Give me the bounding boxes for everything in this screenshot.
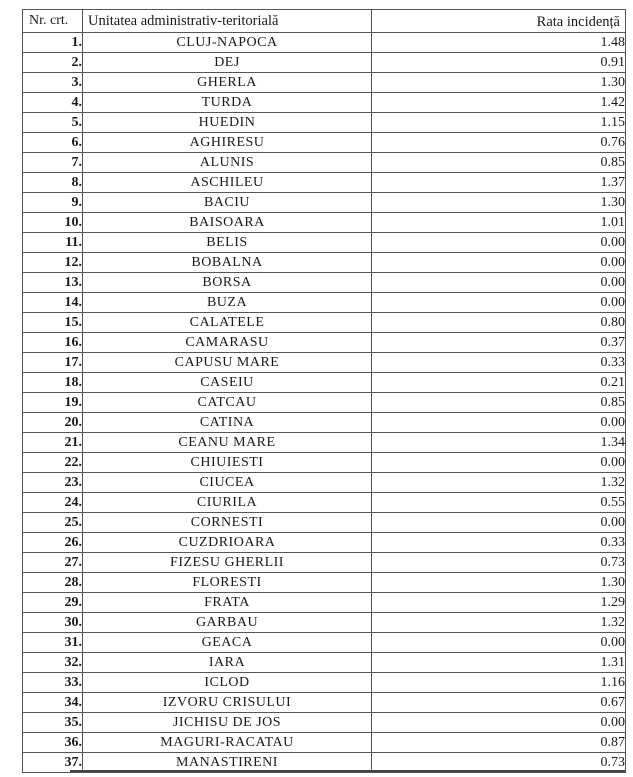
table-row [23, 433, 626, 453]
row-rate-value: 0.67 [372, 693, 626, 713]
row-number: 29. [23, 593, 83, 613]
row-rate-value: 0.00 [372, 513, 626, 533]
row-unit-name: JICHISU DE JOS [83, 713, 372, 733]
row-number: 17. [23, 353, 83, 373]
table-row [23, 333, 626, 353]
row-number: 6. [23, 133, 83, 153]
row-number: 2. [23, 53, 83, 73]
row-unit-name: MANASTIRENI [83, 753, 372, 773]
row-number: 14. [23, 293, 83, 313]
row-rate-value: 1.32 [372, 613, 626, 633]
table-row [23, 173, 626, 193]
row-unit-name: HUEDIN [83, 113, 372, 133]
row-rate-value: 0.00 [372, 273, 626, 293]
table-row [23, 733, 626, 753]
row-number: 22. [23, 453, 83, 473]
row-rate-value: 1.37 [372, 173, 626, 193]
row-unit-name: CATINA [83, 413, 372, 433]
row-unit-name: CASEIU [83, 373, 372, 393]
row-number: 30. [23, 613, 83, 633]
row-unit-name: CAPUSU MARE [83, 353, 372, 373]
row-number: 10. [23, 213, 83, 233]
row-rate-value: 1.30 [372, 73, 626, 93]
row-number: 12. [23, 253, 83, 273]
row-rate-value: 0.87 [372, 733, 626, 753]
row-rate-value: 0.00 [372, 713, 626, 733]
row-number: 36. [23, 733, 83, 753]
row-number: 34. [23, 693, 83, 713]
row-rate-value: 1.30 [372, 193, 626, 213]
table-row [23, 213, 626, 233]
table-row [23, 533, 626, 553]
table-row [23, 653, 626, 673]
row-rate-value: 0.21 [372, 373, 626, 393]
table-row [23, 453, 626, 473]
row-unit-name: TURDA [83, 93, 372, 113]
row-number: 11. [23, 233, 83, 253]
header-nr-crt: Nr. crt. [23, 10, 83, 33]
row-rate-value: 1.32 [372, 473, 626, 493]
header-unit: Unitatea administrativ-teritorială [83, 10, 372, 33]
table-row [23, 273, 626, 293]
row-unit-name: CIURILA [83, 493, 372, 513]
table-row [23, 413, 626, 433]
row-unit-name: CEANU MARE [83, 433, 372, 453]
row-number: 4. [23, 93, 83, 113]
row-number: 31. [23, 633, 83, 653]
row-rate-value: 1.31 [372, 653, 626, 673]
row-number: 9. [23, 193, 83, 213]
row-rate-value: 1.34 [372, 433, 626, 453]
row-rate-value: 1.42 [372, 93, 626, 113]
row-unit-name: GEACA [83, 633, 372, 653]
row-number: 5. [23, 113, 83, 133]
row-unit-name: CALATELE [83, 313, 372, 333]
row-rate-value: 0.00 [372, 233, 626, 253]
row-unit-name: IARA [83, 653, 372, 673]
row-number: 33. [23, 673, 83, 693]
row-rate-value: 0.33 [372, 533, 626, 553]
row-number: 18. [23, 373, 83, 393]
row-number: 7. [23, 153, 83, 173]
table-row [23, 513, 626, 533]
table-row [23, 613, 626, 633]
row-unit-name: FLORESTI [83, 573, 372, 593]
table-row [23, 313, 626, 333]
table-row [23, 673, 626, 693]
row-unit-name: CHIUIESTI [83, 453, 372, 473]
row-unit-name: FIZESU GHERLII [83, 553, 372, 573]
row-unit-name: MAGURI-RACATAU [83, 733, 372, 753]
table-row [23, 693, 626, 713]
table-row [23, 373, 626, 393]
row-number: 25. [23, 513, 83, 533]
row-unit-name: CLUJ-NAPOCA [83, 33, 372, 53]
table-row [23, 293, 626, 313]
row-number: 23. [23, 473, 83, 493]
row-unit-name: CORNESTI [83, 513, 372, 533]
row-rate-value: 0.55 [372, 493, 626, 513]
row-number: 21. [23, 433, 83, 453]
table-row [23, 33, 626, 53]
row-rate-value: 0.00 [372, 253, 626, 273]
row-unit-name: BELIS [83, 233, 372, 253]
row-number: 13. [23, 273, 83, 293]
row-rate-value: 1.16 [372, 673, 626, 693]
row-unit-name: ICLOD [83, 673, 372, 693]
row-number: 1. [23, 33, 83, 53]
row-rate-value: 0.00 [372, 453, 626, 473]
row-rate-value: 1.15 [372, 113, 626, 133]
table-row [23, 253, 626, 273]
row-unit-name: BORSA [83, 273, 372, 293]
table-row [23, 633, 626, 653]
row-number: 26. [23, 533, 83, 553]
row-rate-value: 0.00 [372, 633, 626, 653]
row-rate-value: 1.48 [372, 33, 626, 53]
row-unit-name: CATCAU [83, 393, 372, 413]
row-unit-name: BUZA [83, 293, 372, 313]
row-number: 3. [23, 73, 83, 93]
row-rate-value: 0.00 [372, 413, 626, 433]
row-number: 32. [23, 653, 83, 673]
row-rate-value: 0.73 [372, 753, 626, 773]
table-row [23, 493, 626, 513]
table-row [23, 133, 626, 153]
row-number: 37. [23, 753, 83, 773]
table-row [23, 353, 626, 373]
row-rate-value: 1.29 [372, 593, 626, 613]
row-number: 15. [23, 313, 83, 333]
row-unit-name: BACIU [83, 193, 372, 213]
row-number: 16. [23, 333, 83, 353]
incidence-table [22, 9, 626, 773]
row-number: 24. [23, 493, 83, 513]
table-row [23, 473, 626, 493]
table-body [23, 33, 626, 773]
bottom-rule [70, 770, 625, 772]
row-rate-value: 0.85 [372, 153, 626, 173]
row-number: 35. [23, 713, 83, 733]
table-row [23, 573, 626, 593]
row-rate-value: 0.91 [372, 53, 626, 73]
row-rate-value: 0.37 [372, 333, 626, 353]
row-rate-value: 0.85 [372, 393, 626, 413]
table-header-row [23, 10, 626, 33]
table-row [23, 193, 626, 213]
table-row [23, 53, 626, 73]
table-row [23, 593, 626, 613]
row-rate-value: 1.30 [372, 573, 626, 593]
row-unit-name: GHERLA [83, 73, 372, 93]
row-unit-name: ALUNIS [83, 153, 372, 173]
row-unit-name: BAISOARA [83, 213, 372, 233]
row-number: 20. [23, 413, 83, 433]
row-unit-name: CIUCEA [83, 473, 372, 493]
row-unit-name: CUZDRIOARA [83, 533, 372, 553]
row-rate-value: 1.01 [372, 213, 626, 233]
table-row [23, 73, 626, 93]
row-rate-value: 0.73 [372, 553, 626, 573]
row-number: 27. [23, 553, 83, 573]
row-number: 8. [23, 173, 83, 193]
table-row [23, 153, 626, 173]
row-unit-name: DEJ [83, 53, 372, 73]
row-rate-value: 0.76 [372, 133, 626, 153]
row-unit-name: FRATA [83, 593, 372, 613]
row-rate-value: 0.00 [372, 293, 626, 313]
table-row [23, 713, 626, 733]
row-rate-value: 0.33 [372, 353, 626, 373]
table-row [23, 113, 626, 133]
row-unit-name: BOBALNA [83, 253, 372, 273]
header-rate: Rata incidență [372, 10, 626, 33]
row-number: 28. [23, 573, 83, 593]
row-unit-name: GARBAU [83, 613, 372, 633]
table-row [23, 233, 626, 253]
row-rate-value: 0.80 [372, 313, 626, 333]
row-unit-name: AGHIRESU [83, 133, 372, 153]
table-row [23, 93, 626, 113]
table-row [23, 553, 626, 573]
row-unit-name: CAMARASU [83, 333, 372, 353]
row-unit-name: IZVORU CRISULUI [83, 693, 372, 713]
row-number: 19. [23, 393, 83, 413]
table-row [23, 393, 626, 413]
row-unit-name: ASCHILEU [83, 173, 372, 193]
